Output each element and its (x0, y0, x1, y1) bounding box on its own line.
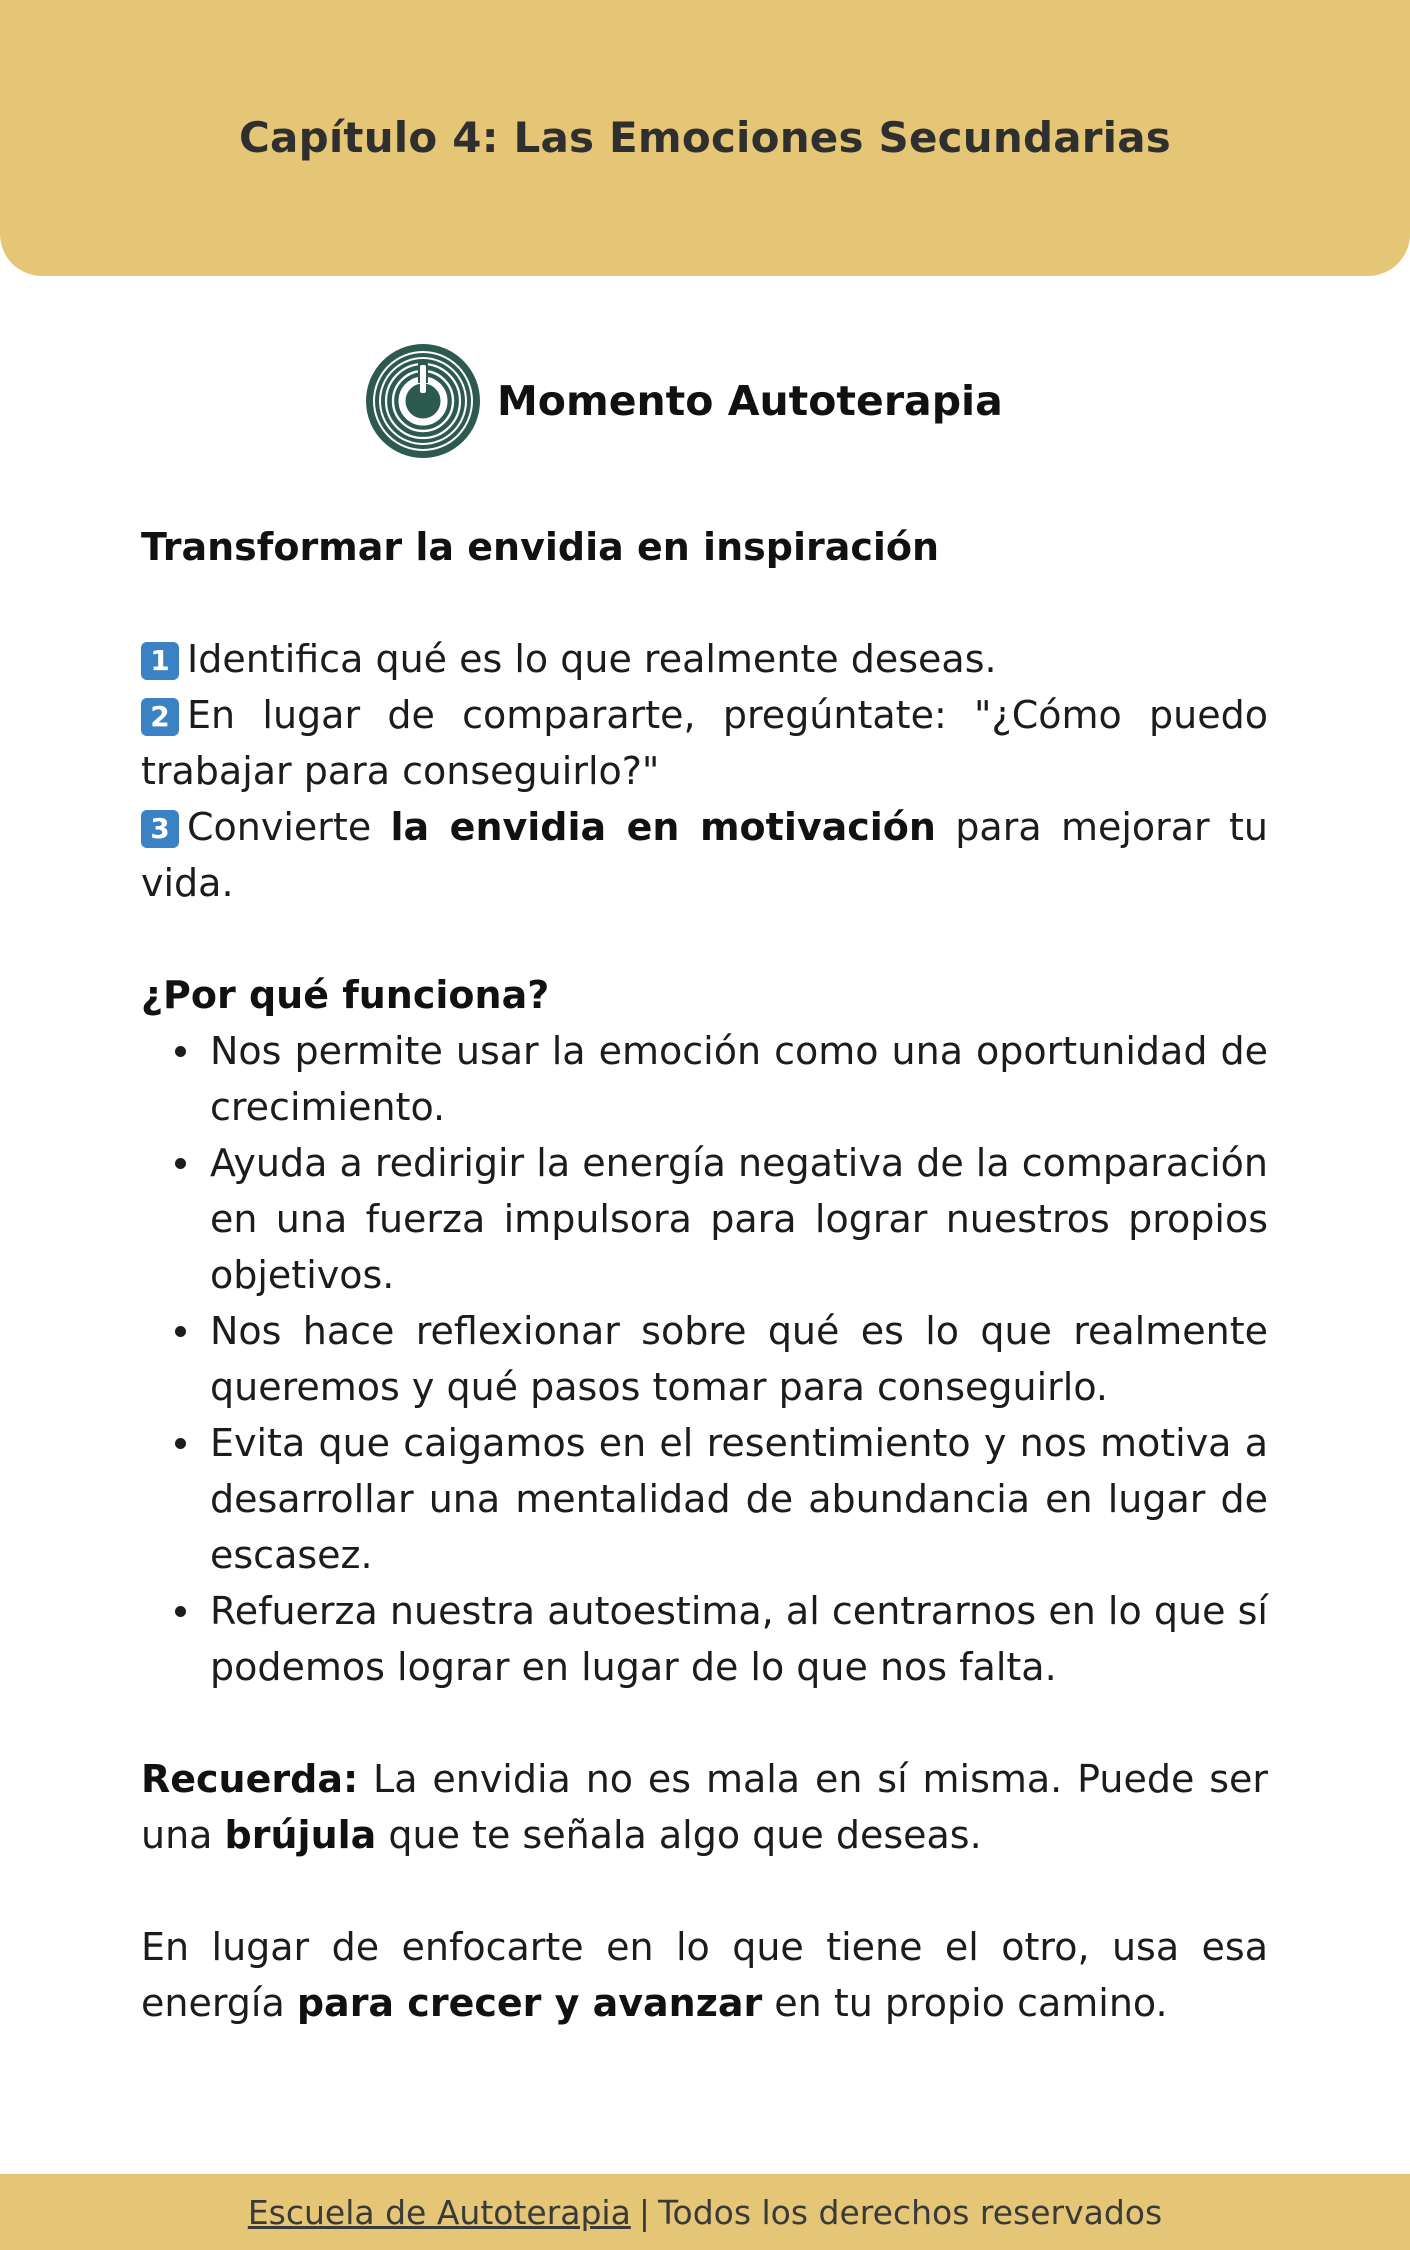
step-2 (141, 687, 1268, 799)
keycap-2-icon: 2 (141, 698, 179, 736)
list-item (210, 1415, 1268, 1583)
chapter-header (0, 0, 1410, 276)
list-item-text: Evita que caigamos en el resentimiento y nos motiva a desarrollar una mentalidad de abundancia en lugar de escasez. (210, 1421, 1268, 1577)
reminder-text: La envidia no es mala en sí misma. Puede ser una (141, 1757, 1268, 1857)
step-1 (141, 631, 1268, 687)
list-item-text: Ayuda a redirigir la energía negativa de la comparación en una fuerza impulsora para lograr nuestros propios objetivos. (210, 1141, 1268, 1297)
list-item-text: Nos permite usar la emoción como una oportunidad de crecimiento. (210, 1029, 1268, 1129)
list-item-text: Nos hace reflexionar sobre qué es lo que realmente queremos y qué pasos tomar para conseguirlo. (210, 1309, 1268, 1409)
closing-text: En lugar de enfocarte en lo que tiene el otro, usa esa energía (141, 1925, 1268, 2025)
closing-emphasis: para crecer y avanzar (296, 1981, 763, 2025)
brand-name: Momento Autoterapia (497, 377, 1003, 425)
step-text: Convierte (187, 805, 391, 849)
autoterapia-logo-icon (363, 341, 483, 461)
why-title: ¿Por qué funciona? (141, 973, 550, 1017)
closing-text: en tu propio camino. (762, 1981, 1168, 2025)
step-3 (141, 799, 1268, 911)
copyright-text: Todos los derechos reservados (657, 2192, 1163, 2232)
main-content (141, 519, 1268, 2031)
list-item (210, 1135, 1268, 1303)
chapter-title: Capítulo 4: Las Emociones Secundarias (239, 113, 1171, 162)
list-item (210, 1303, 1268, 1415)
keycap-1-icon: 1 (141, 642, 179, 680)
step-text: para mejorar tu vida. (141, 805, 1268, 905)
footer-bar (0, 2174, 1410, 2250)
bullet-icon (175, 1158, 186, 1169)
bullet-icon (175, 1438, 186, 1449)
list-item-text: Refuerza nuestra autoestima, al centrarnos en lo que sí podemos lograr en lugar de lo que nos falta. (210, 1589, 1268, 1689)
bullet-icon (175, 1046, 186, 1057)
bullet-icon (175, 1326, 186, 1337)
brand-block (363, 340, 1003, 462)
reminder-text: que te señala algo que deseas. (376, 1813, 982, 1857)
keycap-3-icon: 3 (141, 810, 179, 848)
bullet-icon (175, 1606, 186, 1617)
closing-paragraph (141, 1919, 1268, 2031)
list-item (210, 1583, 1268, 1695)
school-link[interactable]: Escuela de Autoterapia (247, 2192, 631, 2232)
reminder-emphasis: brújula (224, 1813, 377, 1857)
reminder-label: Recuerda: (141, 1757, 359, 1801)
step-text: Identifica qué es lo que realmente deseas. (187, 637, 997, 681)
footer-separator: | (638, 2192, 650, 2232)
reasons-list (141, 1023, 1268, 1695)
list-item (210, 1023, 1268, 1135)
step-emphasis: la envidia en motivación (390, 805, 936, 849)
step-text: En lugar de compararte, pregúntate: "¿Cómo puedo trabajar para conseguirlo?" (141, 693, 1268, 793)
reminder-paragraph (141, 1751, 1268, 1863)
section-title: Transformar la envidia en inspiración (141, 525, 940, 569)
